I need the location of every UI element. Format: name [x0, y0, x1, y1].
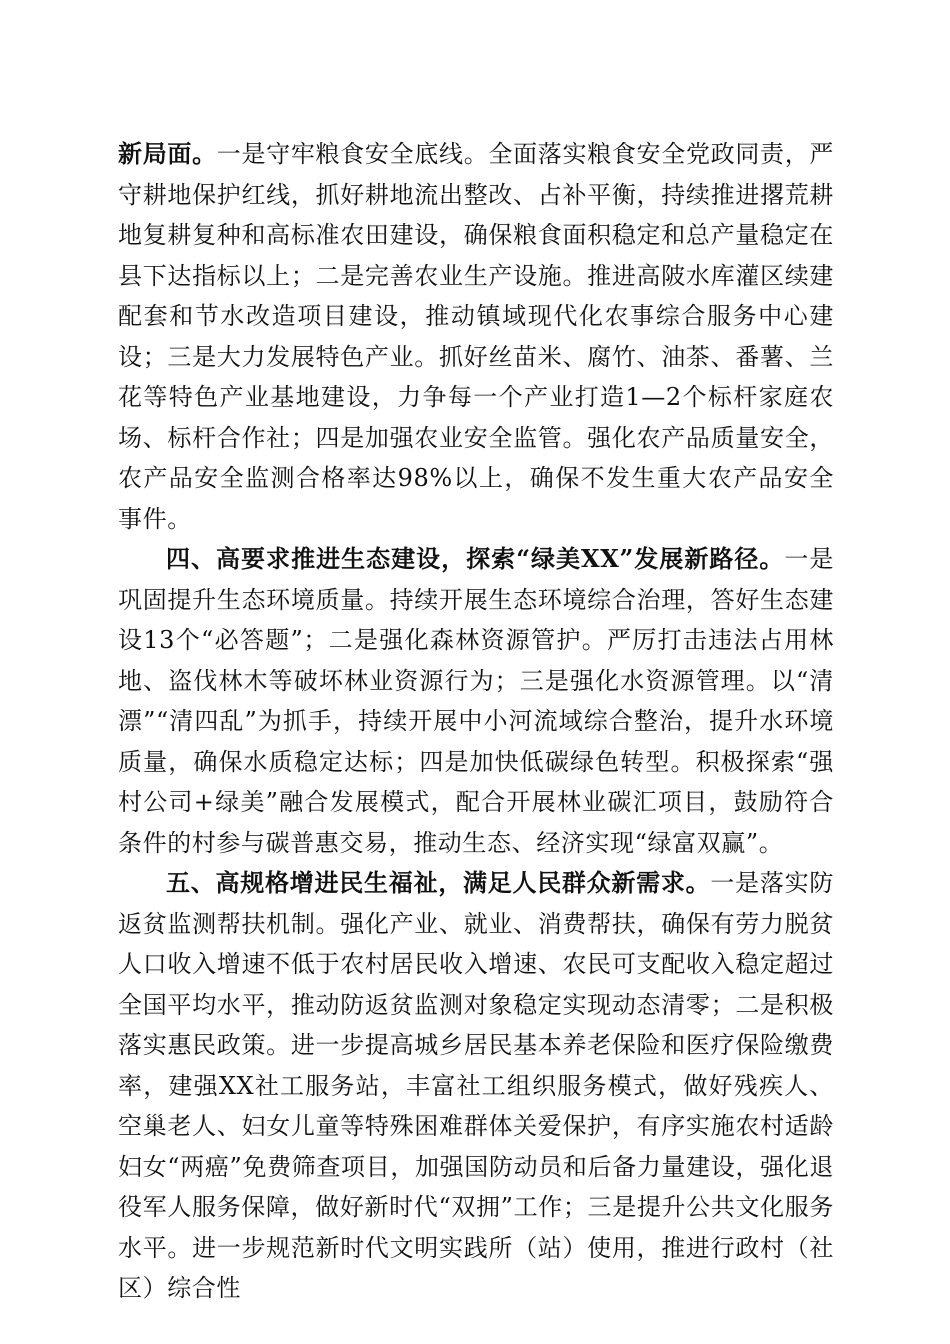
paragraph-text: 一是守牢粮食安全底线。全面落实粮食安全党政同责，严守耕地保护红线，抓好耕地流出整改、占补平衡，持续推进撂荒耕地复耕复种和高标准农田建设，确保粮食面积稳定和总产量稳定在县下达指标以上；二是完善农业生产设施。推进高陂水库灌区续建配套和节水改造项目建设，推动镇域现代化农事综合服务中心建设；三是大力发展特色产业。抓好丝苗米、腐竹、油茶、番薯、兰花等特色产业基地建设，力争每一个产业打造1—2个标杆家庭农场、标杆合作社；四是加强农业安全监管。强化农产品质量安全，农产品安全监测合格率达98%以上，确保不发生重大农产品安全事件。	[118, 140, 835, 533]
paragraph-text: 一是巩固提升生态环境质量。持续开展生态环境综合治理，答好生态建设13个“必答题”；二是强化森林资源管护。严厉打击违法占用林地、盗伐林木等破坏林业资源行为；三是强化水资源管理。以“清漂”“清四乱”为抓手，持续开展中小河流域综合整治，提升水环境质量，确保水质稳定达标；四是加快低碳绿色转型。积极探索“强村公司+绿美”融合发展模式，配合开展林业碳汇项目，鼓励符合条件的村参与碳普惠交易，推动生态、经济实现“绿富双赢”。	[118, 545, 835, 857]
paragraph-lead: 新局面。	[118, 139, 217, 168]
section-heading: 四、高要求推进生态建设，探索“绿美XX”发展新路径。	[166, 544, 785, 573]
paragraph-agriculture	[118, 134, 834, 539]
paragraph-livelihood	[118, 863, 834, 1309]
paragraph-text: 一是落实防返贫监测帮扶机制。强化产业、就业、消费帮扶，确保有劳力脱贫人口收入增速不低于农村居民收入增速、农民可支配收入稳定超过全国平均水平，推动防返贫监测对象稳定实现动态清零；二是积极落实惠民政策。进一步提高城乡居民基本养老保险和医疗保险缴费率，建强XX社工服务站，丰富社工组织服务模式，做好残疾人、空巢老人、妇女儿童等特殊困难群体关爱保护，有序实施农村适龄妇女“两癌”免费筛查项目，加强国防动员和后备力量建设，强化退役军人服务保障，做好新时代“双拥”工作；三是提升公共文化服务水平。进一步规范新时代文明实践所（站）使用，推进行政村（社区）综合性	[118, 869, 835, 1302]
paragraph-ecology	[118, 539, 834, 863]
section-heading: 五、高规格增进民生福祉，满足人民群众新需求。	[166, 868, 711, 897]
document-body	[118, 134, 834, 1309]
